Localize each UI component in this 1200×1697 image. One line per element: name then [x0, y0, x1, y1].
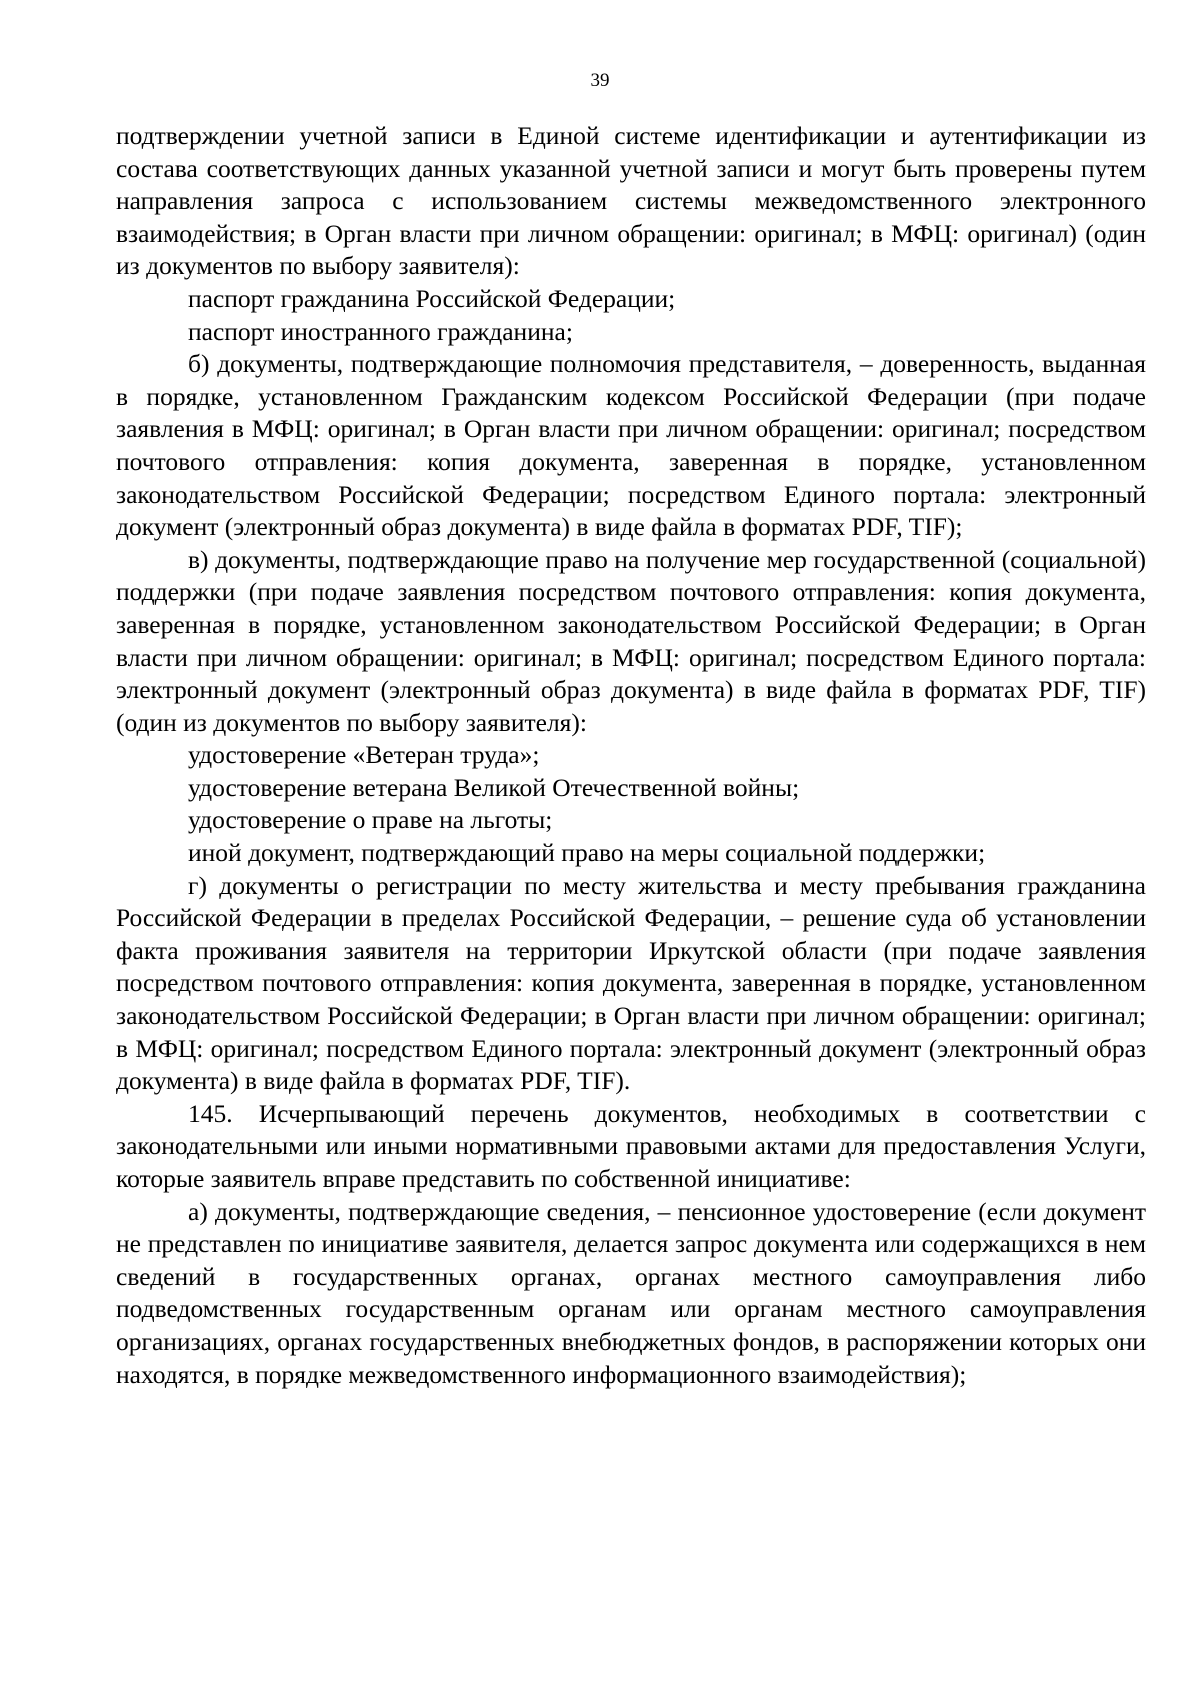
document-body: [116, 120, 1146, 1391]
list-item-other-document: иной документ, подтверждающий право на меры социальной поддержки;: [188, 838, 986, 868]
list-item-passport-foreign: паспорт иностранного гражданина;: [188, 316, 573, 346]
paragraph-section-145: 145. Исчерпывающий перечень документов, необходимых в соответствии с законодательными или иными нормативными правовыми актами для предоставления Услуги, которые заявитель вправе представить по собственной инициативе:: [116, 1098, 1146, 1193]
paragraph-item-g: г) документы о регистрации по месту жительства и месту пребывания гражданина Российской Федерации в пределах Российской Федерации, – решение суда об установлении факта проживания заявителя на территории Иркутской области (при подаче заявления посредством почтового отправления: копия документа, заверенная в порядке, установленном законодательством Российской Федерации; в Орган власти при личном обращении: оригинал; в МФЦ: оригинал; посредством Единого портала: электронный документ (электронный образ документа) в виде файла в форматах PDF, TIF).: [116, 870, 1146, 1096]
paragraph-item-a: а) документы, подтверждающие сведения, – пенсионное удостоверение (если документ не представлен по инициативе заявителя, делается запрос документа или содержащихся в нем сведений в государственных органах, органах местного самоуправления либо подведомственных государственным органам или органам местного самоуправления организациях, органах государственных внебюджетных фондов, в распоряжении которых они находятся, в порядке межведомственного информационного взаимодействия);: [116, 1196, 1146, 1389]
paragraph-item-v: в) документы, подтверждающие право на получение мер государственной (социальной) поддержки (при подаче заявления посредством почтового отправления: копия документа, заверенная в порядке, установленном законодательством Российской Федерации; в Орган власти при личном обращении: оригинал; в МФЦ: оригинал; посредством Единого портала: электронный документ (электронный образ документа) в виде файла в форматах PDF, TIF) (один из документов по выбору заявителя):: [116, 544, 1146, 737]
list-item-benefits-certificate: удостоверение о праве на льготы;: [188, 805, 553, 835]
paragraph-continuation: подтверждении учетной записи в Единой системе идентификации и аутентификации из состава соответствующих данных указанной учетной записи и могут быть проверены путем направления запроса с использованием системы межведомственного электронного взаимодействия; в Орган власти при личном обращении: оригинал; в МФЦ: оригинал) (один из документов по выбору заявителя):: [116, 121, 1146, 281]
list-item-veteran-labor: удостоверение «Ветеран труда»;: [188, 740, 540, 770]
list-item-passport-rf: паспорт гражданина Российской Федерации;: [188, 283, 676, 313]
paragraph-item-b: б) документы, подтверждающие полномочия представителя, – доверенность, выданная в порядке, установленном Гражданским кодексом Российской Федерации (при подаче заявления в МФЦ: оригинал; в Орган власти при личном обращении: оригинал; посредством почтового отправления: копия документа, заверенная в порядке, установленном законодательством Российской Федерации; посредством Единого портала: электронный документ (электронный образ документа) в виде файла в форматах PDF, TIF);: [116, 349, 1146, 542]
page-number: 39: [590, 70, 610, 91]
list-item-veteran-war: удостоверение ветерана Великой Отечественной войны;: [188, 772, 800, 802]
